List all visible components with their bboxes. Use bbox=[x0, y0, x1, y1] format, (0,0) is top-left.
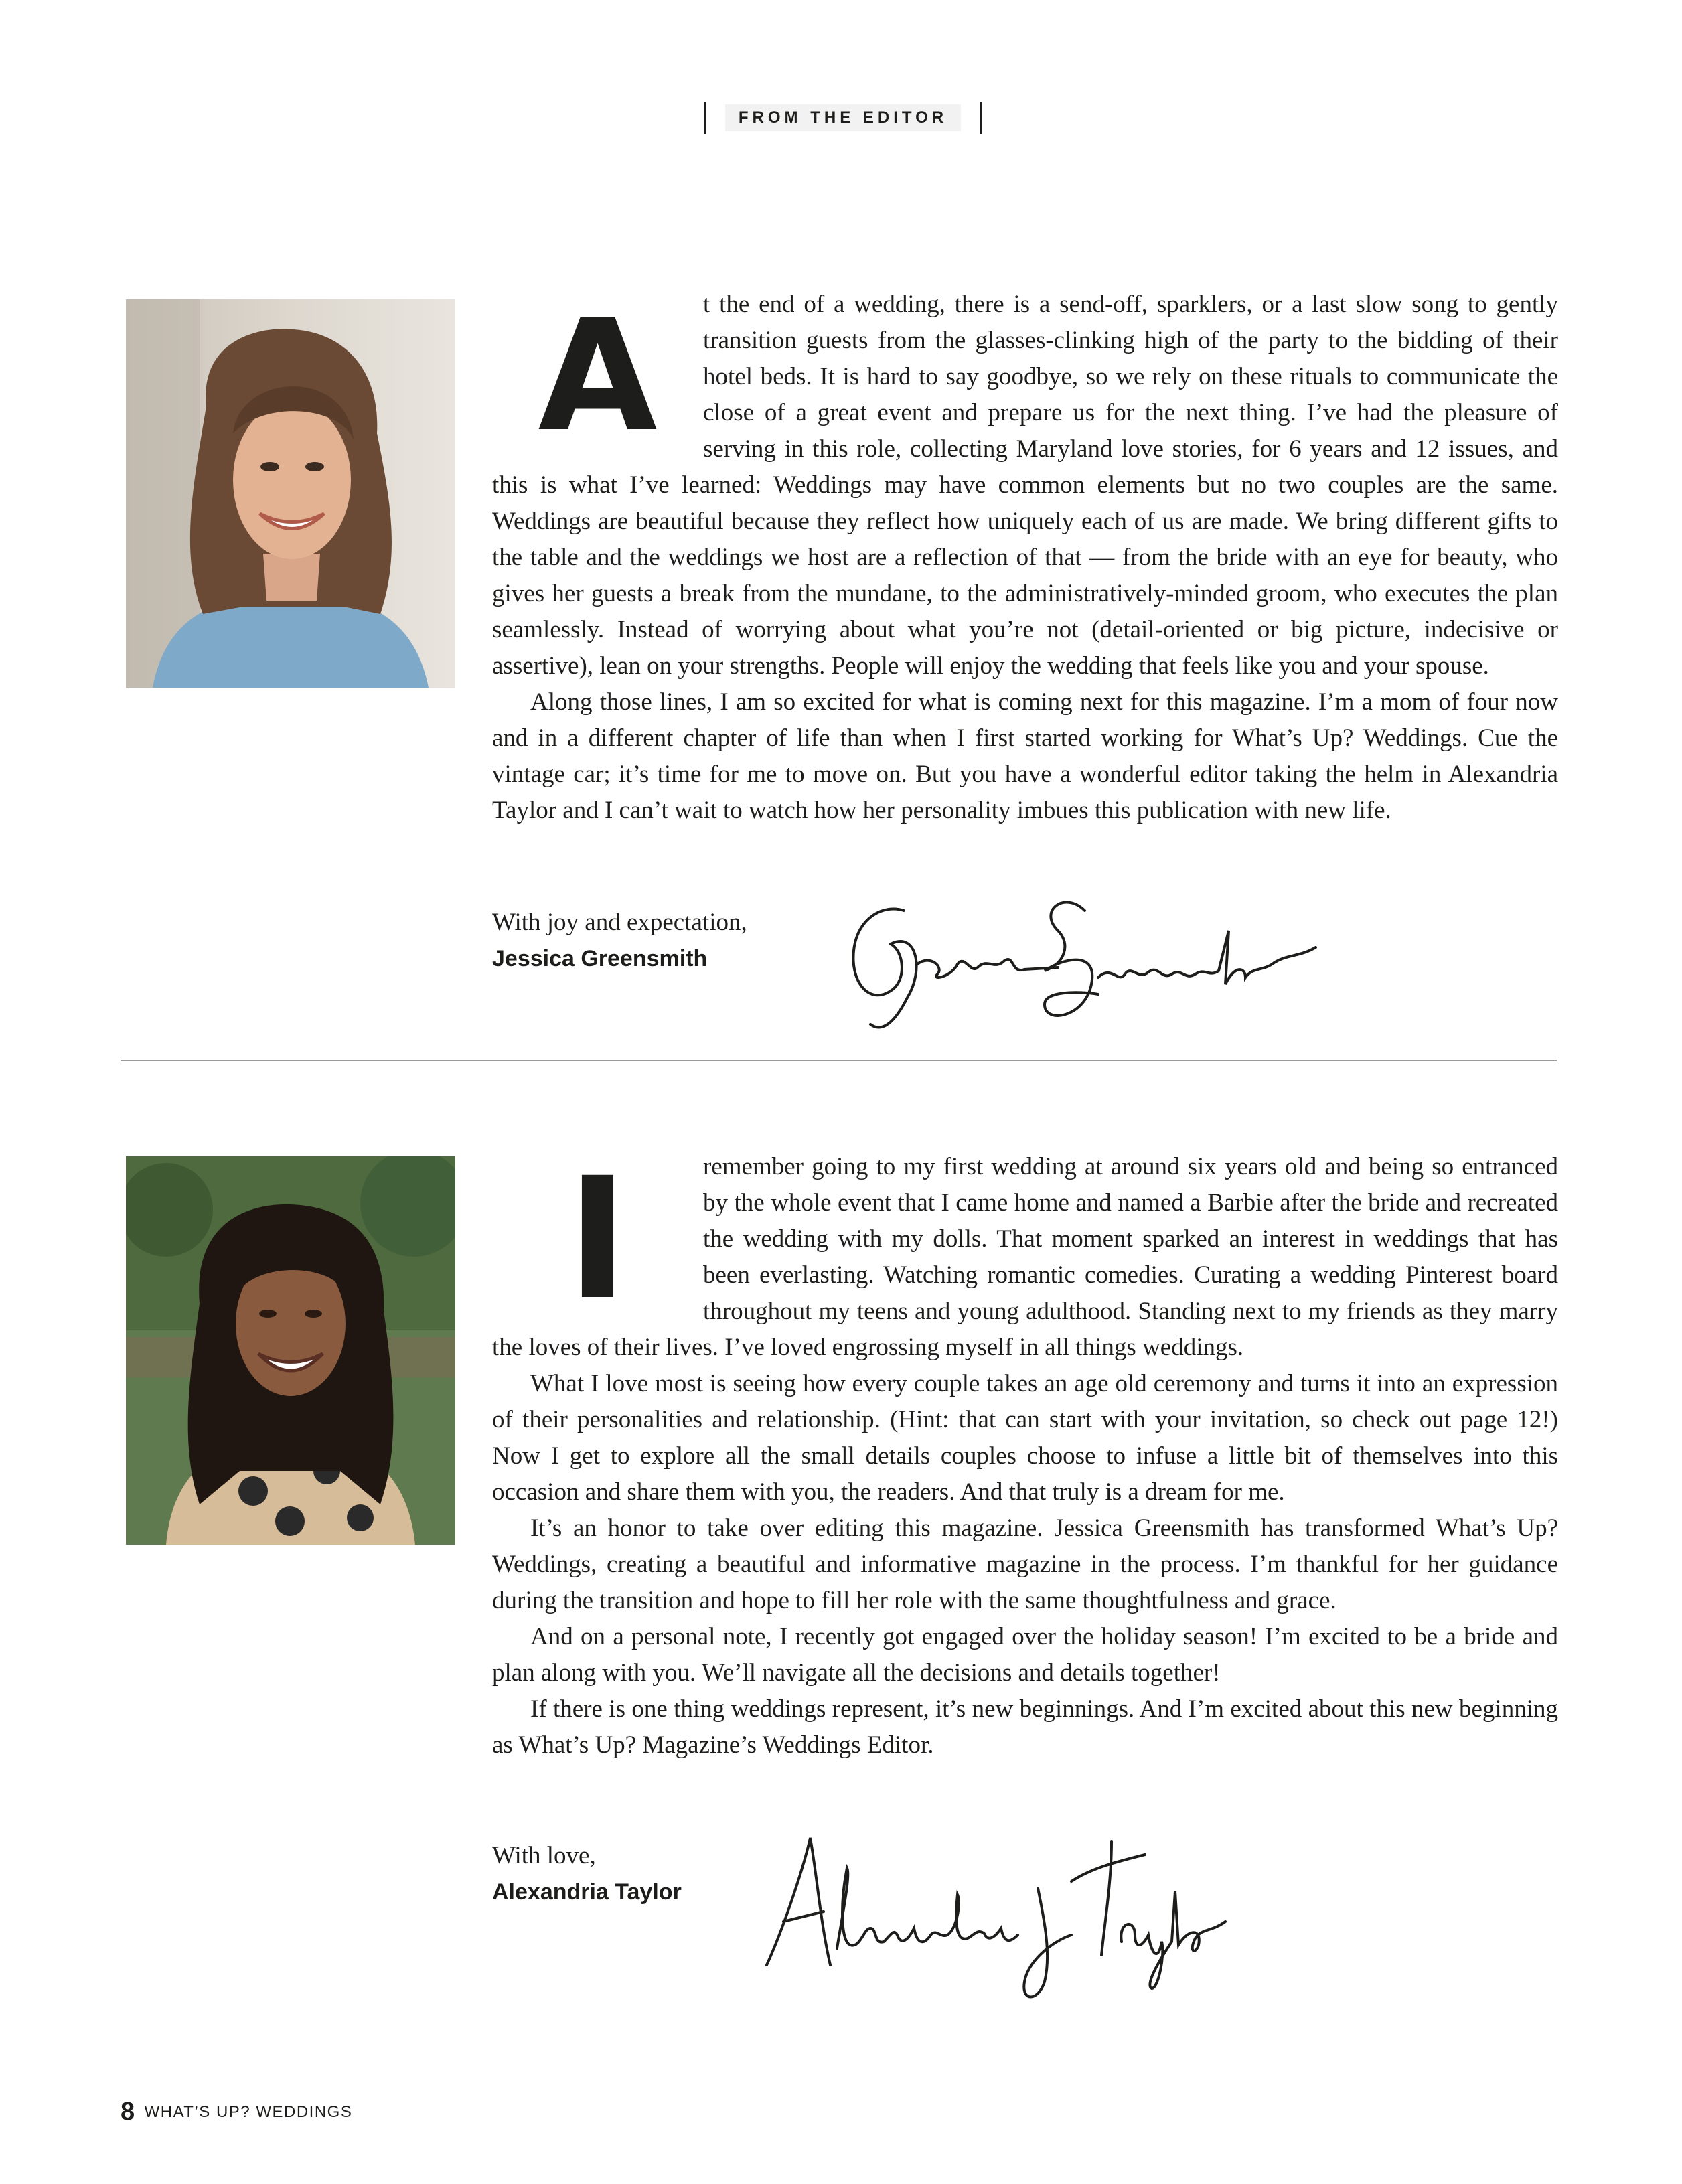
article-paragraph: remember going to my first wedding at around six years old and being so entranced by the whole event that I came home and named a Barbie after the bride and recreated the wedding with my dolls. That moment sparked an interest in weddings that has been everlasting. Watching romantic comedies. Curating a wedding Pinterest board throughout my teens and young adulthood. Standing next to my friends as they marry the loves of their lives. I’ve loved engrossing myself in all things weddings. bbox=[492, 1153, 1558, 1361]
author-name: Jessica Greensmith bbox=[492, 946, 708, 971]
article-paragraph: t the end of a wedding, there is a send-off, sparklers, or a last slow song to gently transition guests from the glasses-clinking high of the party to the bidding of their hotel beds. It is hard to say goodbye, so we rely on these rituals to communicate the close of a great event and prepare us for the next thing. I’ve had the pleasure of serving in this role, collecting Maryland love stories, for 6 years and 12 issues, and this is what I’ve learned: Weddings may have common elements but no two couples are the same. Weddings are beautiful because they reflect how uniquely each of us are made. We bring different gifts to the table and the weddings we host are a reflection of that — from the bride with an eye for beauty, who gives her guests a break from the mundane, to the administratively-minded groom, who executes the plan seamlessly. Instead of worrying about what you’re not (detail-oriented or big picture, indecisive or assertive), lean on your strengths. People will enjoy the wedding that feels like you and your spouse. bbox=[492, 291, 1558, 680]
closing-line: With love, bbox=[492, 1842, 596, 1869]
editor-letter-jessica bbox=[492, 287, 1558, 829]
section-header bbox=[704, 102, 982, 134]
editor-photo-jessica bbox=[126, 299, 455, 688]
signature-alexandria bbox=[757, 1828, 1239, 2009]
header-bar-right bbox=[980, 102, 982, 134]
signoff-jessica bbox=[492, 905, 747, 977]
publication-name: WHAT’S UP? WEDDINGS bbox=[144, 2102, 353, 2121]
section-divider bbox=[121, 1060, 1557, 1061]
author-name: Alexandria Taylor bbox=[492, 1879, 682, 1905]
page-footer bbox=[121, 2098, 352, 2124]
article-paragraph: If there is one thing weddings represent, it’s new beginnings. And I’m excited about this new beginning as What’s Up? Magazine’s Weddings Editor. bbox=[492, 1695, 1558, 1759]
drop-cap: I bbox=[566, 1142, 629, 1336]
editor-letter-alexandria bbox=[492, 1142, 1558, 1764]
article-paragraph: And on a personal note, I recently got engaged over the holiday season! I’m excited to be a bride and plan along with you. We’ll navigate all the decisions and details together! bbox=[492, 1623, 1558, 1687]
editor-photo-alexandria bbox=[126, 1156, 455, 1545]
drop-cap: A bbox=[538, 287, 658, 466]
signoff-alexandria bbox=[492, 1838, 682, 1910]
section-label: FROM THE EDITOR bbox=[725, 104, 961, 131]
article-paragraph: It’s an honor to take over editing this magazine. Jessica Greensmith has transformed What’s Up? Weddings, creating a beautiful and informative magazine in the process. I’m thankful for her guidance during the transition and hope to fill her role with the same thoughtfulness and grace. bbox=[492, 1514, 1558, 1614]
article-paragraph: Along those lines, I am so excited for what is coming next for this magazine. I’m a mom of four now and in a different chapter of life than when I first started working for What’s Up? Weddings. Cue the vintage car; it’s time for me to move on. But you have a wonderful editor taking the helm in Alexandria Taylor and I can’t wait to watch how her personality imbues this publication with new life. bbox=[492, 688, 1558, 824]
signature-jessica bbox=[844, 890, 1353, 1044]
page-number: 8 bbox=[121, 2098, 135, 2126]
closing-line: With joy and expectation, bbox=[492, 909, 747, 936]
header-bar-left bbox=[704, 102, 706, 134]
article-paragraph: What I love most is seeing how every couple takes an age old ceremony and turns it into an expression of their personalities and relationship. (Hint: that can start with your invitation, so check out page 12!) Now I get to explore all the small details couples choose to infuse a little bit of themselves into this occasion and share them with you, the readers. And that truly is a dream for me. bbox=[492, 1370, 1558, 1506]
